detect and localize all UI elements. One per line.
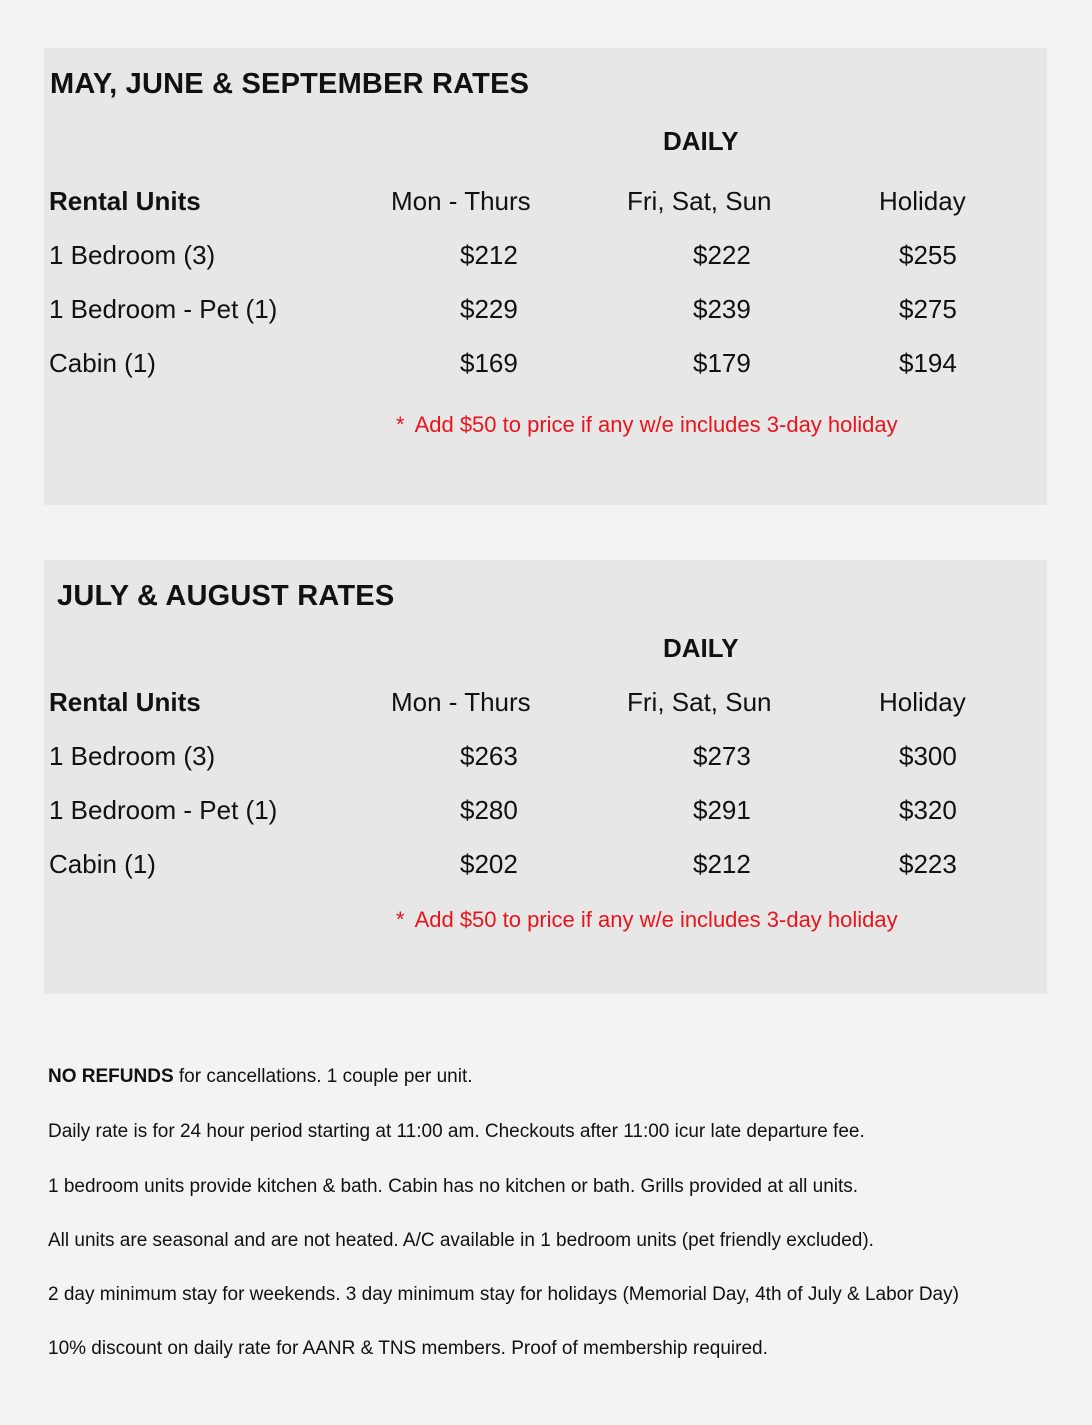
column-header-fri-sat-sun: Fri, Sat, Sun bbox=[627, 186, 772, 216]
note-text: Add $50 to price if any w/e includes 3-day holiday bbox=[414, 907, 898, 932]
policy-amenities: 1 bedroom units provide kitchen & bath. Cabin has no kitchen or bath. Grills provided at all units. bbox=[48, 1176, 859, 1197]
column-header-holiday: Holiday bbox=[879, 186, 966, 216]
unit-name: 1 Bedroom (3) bbox=[49, 240, 216, 270]
rate-fri-sat-sun: $273 bbox=[693, 741, 751, 771]
table-row bbox=[44, 741, 1047, 773]
rate-mon-thurs: $169 bbox=[460, 348, 518, 378]
rate-mon-thurs: $263 bbox=[460, 741, 518, 771]
note-text: Add $50 to price if any w/e includes 3-day holiday bbox=[414, 412, 898, 437]
rate-holiday: $223 bbox=[899, 849, 957, 879]
policy-refunds-text: for cancellations. 1 couple per unit. bbox=[173, 1066, 473, 1087]
rate-holiday: $255 bbox=[899, 240, 957, 270]
unit-name: 1 Bedroom (3) bbox=[49, 741, 216, 771]
rate-fri-sat-sun: $222 bbox=[693, 240, 751, 270]
rate-holiday: $275 bbox=[899, 294, 957, 324]
policy-minimum-stay: 2 day minimum stay for weekends. 3 day minimum stay for holidays (Memorial Day, 4th of July & Labor Day) bbox=[48, 1284, 959, 1305]
column-header-rental-units: Rental Units bbox=[49, 687, 201, 717]
table-row bbox=[44, 348, 1047, 380]
column-header-mon-thurs: Mon - Thurs bbox=[391, 687, 531, 717]
column-header-rental-units: Rental Units bbox=[49, 186, 201, 216]
daily-heading: DAILY bbox=[663, 126, 739, 156]
table-row bbox=[44, 240, 1047, 272]
rate-fri-sat-sun: $212 bbox=[693, 849, 751, 879]
unit-name: 1 Bedroom - Pet (1) bbox=[49, 795, 278, 825]
rate-fri-sat-sun: $291 bbox=[693, 795, 751, 825]
column-header-fri-sat-sun: Fri, Sat, Sun bbox=[627, 687, 772, 717]
rate-mon-thurs: $202 bbox=[460, 849, 518, 879]
asterisk: * bbox=[396, 412, 405, 437]
table-row bbox=[44, 849, 1047, 881]
table-header-row bbox=[44, 687, 1047, 719]
rate-mon-thurs: $212 bbox=[460, 240, 518, 270]
rates-panel-may-june-september bbox=[44, 48, 1047, 505]
policy-refunds bbox=[48, 1066, 473, 1088]
rate-fri-sat-sun: $239 bbox=[693, 294, 751, 324]
table-header-row bbox=[44, 186, 1047, 218]
section-title: JULY & AUGUST RATES bbox=[57, 580, 395, 612]
no-refunds-label: NO REFUNDS bbox=[48, 1066, 174, 1087]
unit-name: 1 Bedroom - Pet (1) bbox=[49, 294, 278, 324]
rate-mon-thurs: $280 bbox=[460, 795, 518, 825]
rate-fri-sat-sun: $179 bbox=[693, 348, 751, 378]
holiday-surcharge-note bbox=[396, 907, 898, 933]
column-header-holiday: Holiday bbox=[879, 687, 966, 717]
table-row bbox=[44, 294, 1047, 326]
section-title: MAY, JUNE & SEPTEMBER RATES bbox=[50, 68, 530, 100]
rate-holiday: $194 bbox=[899, 348, 957, 378]
holiday-surcharge-note bbox=[396, 412, 898, 438]
policy-seasonal: All units are seasonal and are not heated. A/C available in 1 bedroom units (pet friendly excluded). bbox=[48, 1230, 874, 1251]
policy-discount: 10% discount on daily rate for AANR & TNS members. Proof of membership required. bbox=[48, 1338, 768, 1359]
asterisk: * bbox=[396, 907, 405, 932]
rate-mon-thurs: $229 bbox=[460, 294, 518, 324]
column-header-mon-thurs: Mon - Thurs bbox=[391, 186, 531, 216]
policy-daily-rate: Daily rate is for 24 hour period starting at 11:00 am. Checkouts after 11:00 icur late departure fee. bbox=[48, 1121, 865, 1142]
daily-heading: DAILY bbox=[663, 633, 739, 663]
rates-panel-july-august bbox=[44, 560, 1047, 994]
table-row bbox=[44, 795, 1047, 827]
unit-name: Cabin (1) bbox=[49, 348, 156, 378]
rate-holiday: $320 bbox=[899, 795, 957, 825]
rate-holiday: $300 bbox=[899, 741, 957, 771]
unit-name: Cabin (1) bbox=[49, 849, 156, 879]
